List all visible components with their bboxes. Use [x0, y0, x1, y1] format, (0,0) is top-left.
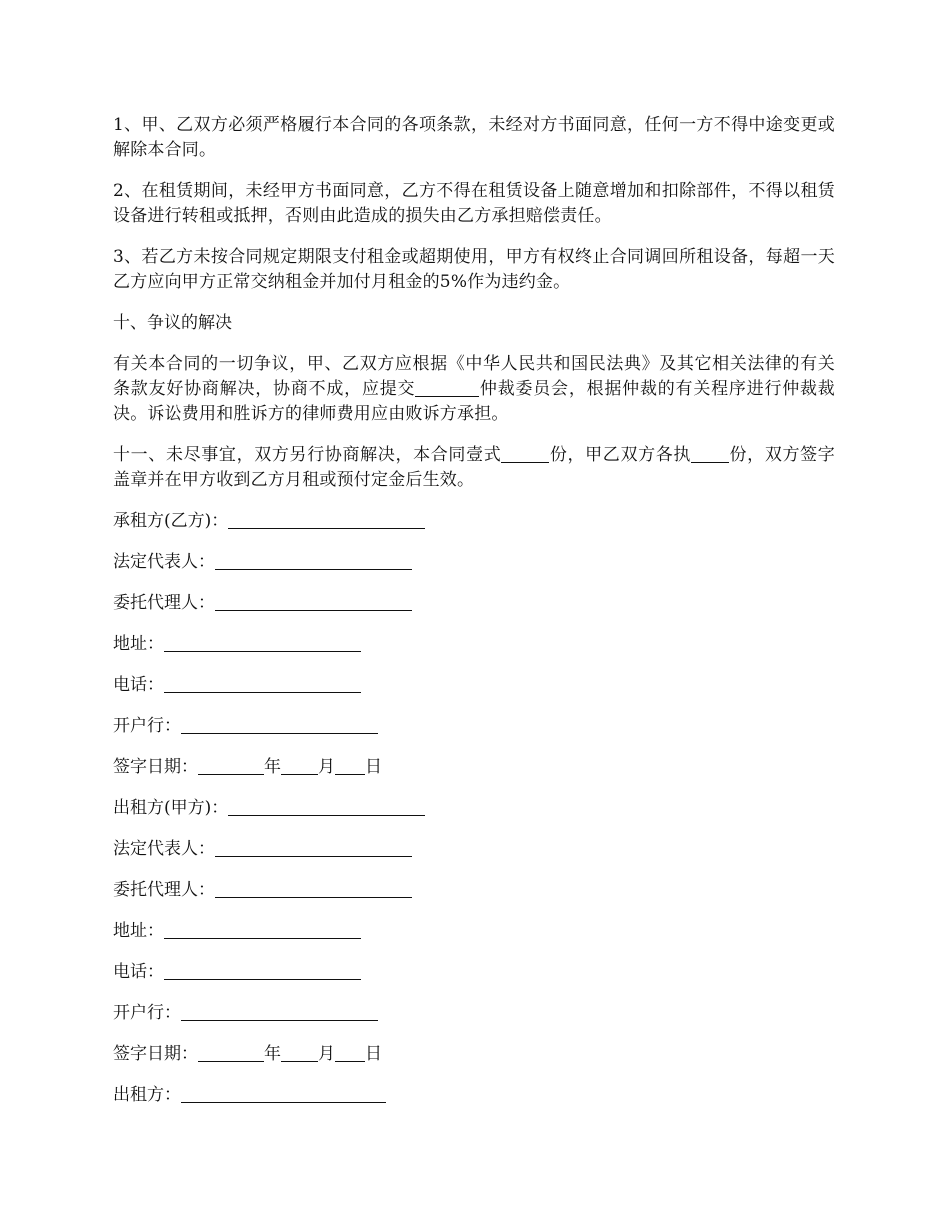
lessee-party-blank[interactable]: [228, 511, 425, 529]
lessor-day-blank[interactable]: [335, 1044, 365, 1062]
final-signature-blank[interactable]: [181, 1085, 386, 1103]
dispute-clause: [113, 352, 835, 427]
final-signature-label: 出租方：: [113, 1085, 181, 1105]
lessee-legal-rep-field: [113, 550, 835, 575]
lessee-phone-blank[interactable]: [164, 675, 361, 693]
lessor-legal-rep-field: [113, 837, 835, 862]
dispute-text-after: 仲裁委员会，根据仲裁的有关程序进行仲裁裁决。诉讼费用和胜诉方的律师费用应由败诉方承担。: [113, 379, 835, 424]
lessor-bank-field: [113, 1001, 835, 1026]
lessor-phone-field: [113, 960, 835, 985]
misc-clause: [113, 443, 835, 493]
misc-text-c: 份，双方签字盖章并在甲方收到乙方月租或预付定金后生效。: [113, 445, 835, 490]
lessee-legal-rep-label: 法定代表人：: [113, 552, 215, 572]
lessor-day-label: 日: [365, 1044, 382, 1064]
lessee-sign-date-label: 签字日期：: [113, 757, 198, 777]
lessee-month-label: 月: [318, 757, 335, 777]
dispute-heading: 十、争议的解决: [113, 313, 232, 333]
lessee-bank-blank[interactable]: [181, 716, 378, 734]
lessee-agent-field: [113, 591, 835, 616]
lessee-year-label: 年: [264, 757, 281, 777]
arbitration-blank[interactable]: [415, 379, 479, 397]
lessor-address-field: [113, 919, 835, 944]
misc-text-b: 份，甲乙双方各执: [549, 445, 692, 465]
lessee-party-label: 承租方(乙方)：: [113, 511, 229, 531]
dispute-text-before: 有关本合同的一切争议，甲、乙双方应根据《中华人民共和国民法典》及其它相关法律的有关条款友好协商解决，协商不成，应提交: [113, 354, 835, 399]
lessee-bank-field: [113, 714, 835, 739]
lessor-address-blank[interactable]: [164, 921, 361, 939]
lessee-year-blank[interactable]: [198, 757, 264, 775]
lessor-party-label: 出租方(甲方)：: [113, 798, 229, 818]
lessor-month-label: 月: [318, 1044, 335, 1064]
lessee-sign-date-field: [113, 755, 835, 780]
lessor-legal-rep-blank[interactable]: [215, 839, 412, 857]
contract-page: [113, 113, 835, 1124]
lessor-agent-field: [113, 878, 835, 903]
clause-3: 3、若乙方未按合同规定期限支付租金或超期使用，甲方有权终止合同调回所租设备，每超一天乙方应向甲方正常交纳租金并加付月租金的5%作为违约金。: [113, 247, 835, 292]
lessee-day-blank[interactable]: [335, 757, 365, 775]
clause-2: 2、在租赁期间，未经甲方书面同意，乙方不得在租赁设备上随意增加和扣除部件，不得以租赁设备进行转租或抵押，否则由此造成的损失由乙方承担赔偿责任。: [113, 181, 835, 226]
lessee-day-label: 日: [365, 757, 382, 777]
lessor-year-blank[interactable]: [198, 1044, 264, 1062]
lessor-phone-blank[interactable]: [164, 962, 361, 980]
lessee-address-field: [113, 632, 835, 657]
lessor-month-blank[interactable]: [281, 1044, 318, 1062]
lessee-agent-blank[interactable]: [215, 593, 412, 611]
lessor-year-label: 年: [264, 1044, 281, 1064]
misc-text-a: 十一、未尽事宜，双方另行协商解决，本合同壹式: [113, 445, 502, 465]
lessor-phone-label: 电话：: [113, 962, 164, 982]
lessee-agent-label: 委托代理人：: [113, 593, 215, 613]
clause-1: 1、甲、乙双方必须严格履行本合同的各项条款，未经对方书面同意，任何一方不得中途变更或解除本合同。: [113, 115, 835, 160]
copies-each-blank[interactable]: [691, 445, 729, 463]
lessee-address-label: 地址：: [113, 634, 164, 654]
lessor-sign-date-label: 签字日期：: [113, 1044, 198, 1064]
lessor-party-field: [113, 796, 835, 821]
lessor-agent-label: 委托代理人：: [113, 880, 215, 900]
final-signature-field: [113, 1083, 835, 1108]
lessee-legal-rep-blank[interactable]: [215, 552, 412, 570]
copies-total-blank[interactable]: [501, 445, 549, 463]
lessor-bank-label: 开户行：: [113, 1003, 181, 1023]
lessee-phone-label: 电话：: [113, 675, 164, 695]
lessor-bank-blank[interactable]: [181, 1003, 378, 1021]
lessor-legal-rep-label: 法定代表人：: [113, 839, 215, 859]
lessor-sign-date-field: [113, 1042, 835, 1067]
lessor-address-label: 地址：: [113, 921, 164, 941]
lessee-bank-label: 开户行：: [113, 716, 181, 736]
lessor-agent-blank[interactable]: [215, 880, 412, 898]
lessor-party-blank[interactable]: [228, 798, 425, 816]
lessee-month-blank[interactable]: [281, 757, 318, 775]
lessee-phone-field: [113, 673, 835, 698]
lessee-party-field: [113, 509, 835, 534]
lessee-address-blank[interactable]: [164, 634, 361, 652]
